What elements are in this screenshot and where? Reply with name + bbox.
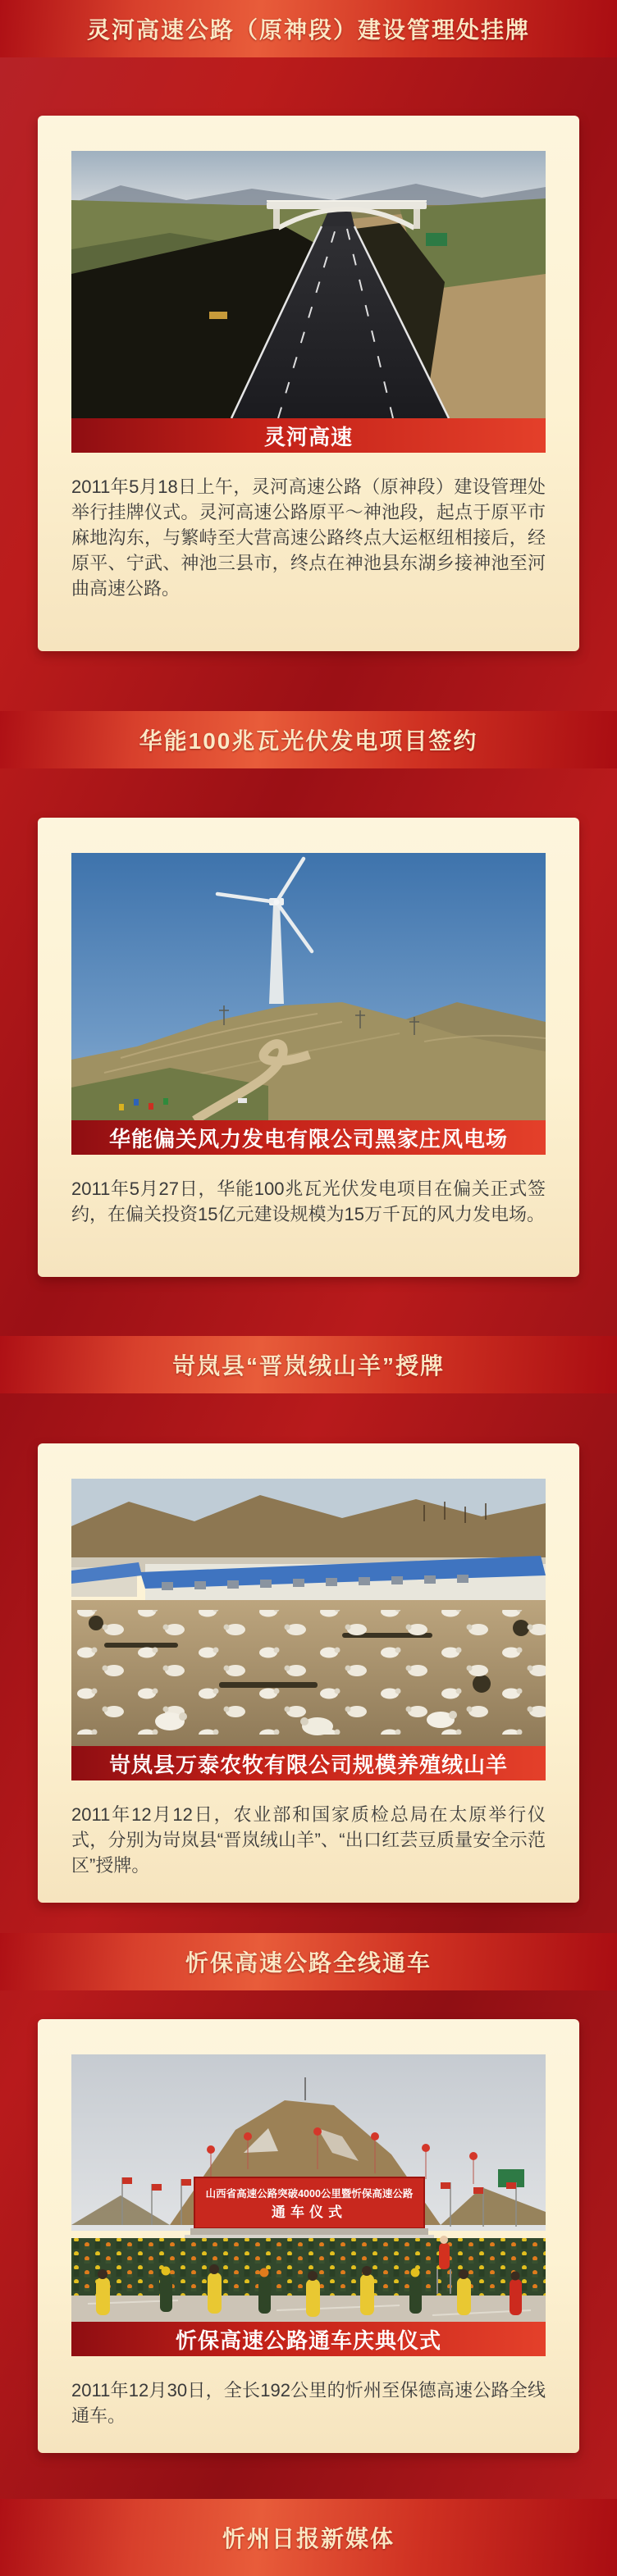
section1-photo-caption: 灵河高速 [263,424,353,449]
section2-card [38,818,579,1277]
section3-card [38,1443,579,1903]
section4-body: 2011年12月30日，全长192公里的忻州至保德高速公路全线通车。 [71,2380,546,2426]
section1-title: 灵河高速公路（原神段）建设管理处挂牌 [86,17,530,43]
goat-farm-photo [71,1479,546,1746]
section3-title: 岢岚县“晋岚绒山羊”授牌 [171,1353,445,1379]
section2-photo-caption-bar [71,1120,546,1155]
section2-photo-caption: 华能偏关风力发电有限公司黑家庄风电场 [108,1126,508,1151]
section3-body: 2011年12月12日，农业部和国家质检总局在太原举行仪式，分别为岢岚县“晋岚绒山羊”、“出口红芸豆质量安全示范区”授牌。 [71,1804,546,1876]
wind-turbine-photo [71,853,546,1120]
section4-card [38,2019,579,2453]
section2-title-band [0,711,617,768]
footer-text: 忻州日报新媒体 [222,2526,395,2551]
section4-photo-caption: 忻保高速公路通车庆典仪式 [175,2328,441,2353]
section1-photo-caption-bar [71,418,546,453]
ceremony-banner [194,2177,424,2228]
section1-card [38,116,579,651]
goat-herd [71,1610,546,1735]
section1-body: 2011年5月18日上午，灵河高速公路（原神段）建设管理处举行挂牌仪式。灵河高速公路原平～神池段，起点于原平市麻地沟东，与繁峙至大营高速公路终点大运枢纽相接后，经原平、宁武、神池三县市，终点在神池县东湖乡接神池至河曲高速公路。 [71,476,546,599]
highway-photo [71,151,546,418]
ceremony-banner-line2: 通车仪式 [272,2204,347,2220]
section3-photo-caption-bar [71,1746,546,1780]
footer-band [0,2499,617,2576]
ceremony-banner-line1: 山西省高速公路突破4000公里暨忻保高速公路 [205,2188,414,2200]
section4-title: 忻保高速公路全线通车 [185,1950,432,1976]
section2-title: 华能100兆瓦光伏发电项目签约 [139,728,478,754]
section3-photo-caption: 岢岚县万泰农牧有限公司规模养殖绒山羊 [108,1752,508,1777]
section1-title-band [0,0,617,57]
section3-title-band [0,1336,617,1393]
section4-photo-caption-bar [71,2322,546,2356]
section4-title-band [0,1933,617,1990]
section2-body: 2011年5月27日，华能100兆瓦光伏发电项目在偏关正式签约，在偏关投资15亿元建设规模为15万千瓦的风力发电场。 [71,1179,546,1224]
ceremony-photo [71,2054,546,2322]
